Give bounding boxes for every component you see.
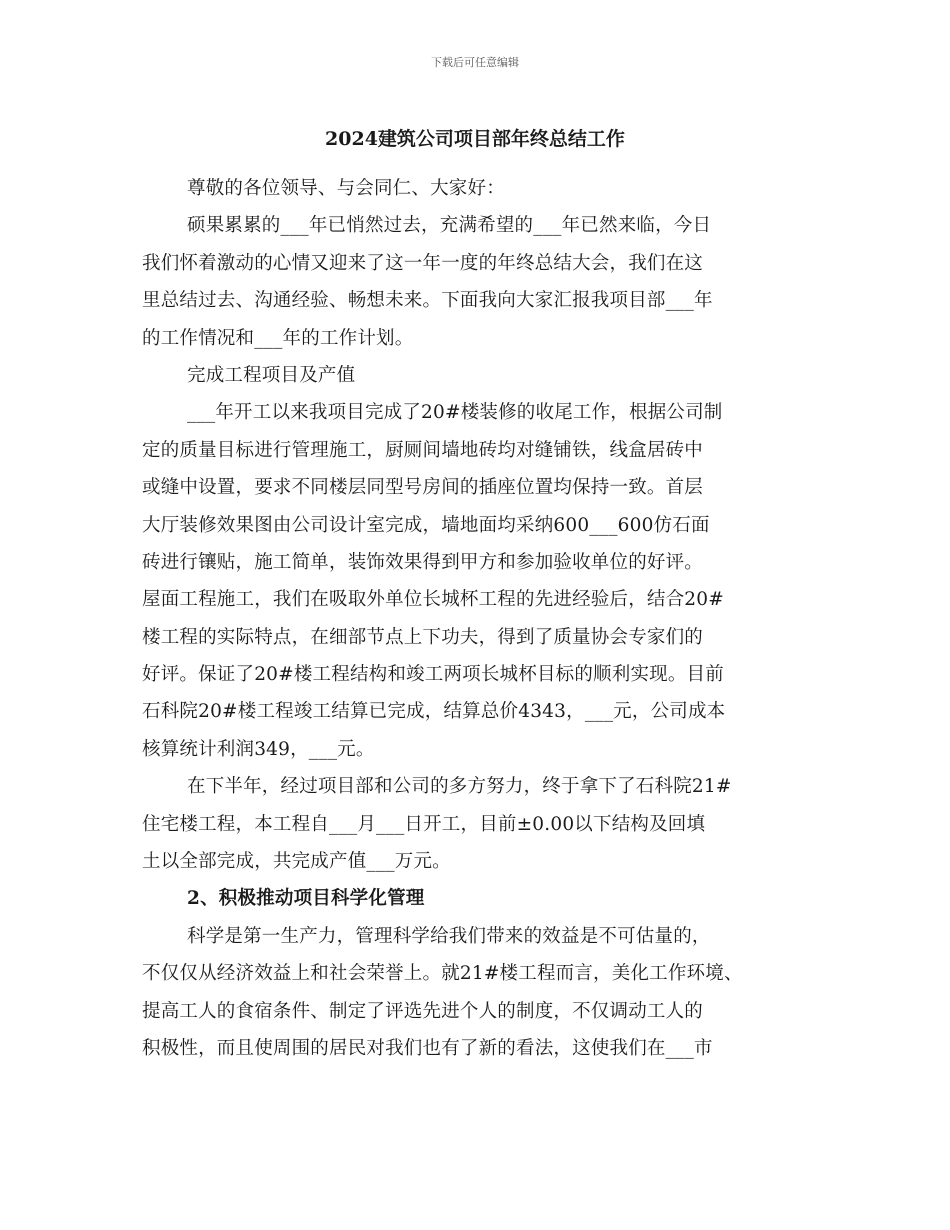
text-line: 积极性，而且使周围的居民对我们也有了新的看法，这使我们在___市: [142, 1037, 713, 1059]
text-line: 尊敬的各位领导、与会同仁、大家好：: [187, 178, 505, 199]
text-line: 核算统计利润349，___元。: [142, 738, 375, 760]
text-line: 定的质量目标进行管理施工，厨厕间墙地砖均对缝铺铁，线盒居砖中: [142, 439, 704, 461]
section-heading: 2、积极推动项目科学化管理: [187, 888, 425, 910]
header-note: 下载后可任意编辑: [431, 56, 519, 69]
text-line: 在下半年，经过项目部和公司的多方努力，终于拿下了石科院21#: [187, 776, 732, 798]
document-body: [142, 170, 810, 1067]
text-line: 的工作情况和___年的工作计划。: [142, 327, 414, 349]
text-line: 里总结过去、沟通经验、畅想未来。下面我向大家汇报我项目部___年: [142, 290, 713, 312]
text-line: 屋面工程施工，我们在吸取外单位长城杯工程的先进经验后，结合20#: [142, 589, 724, 611]
text-line: 我们怀着激动的心情又迎来了这一年一度的年终总结大会，我们在这: [142, 252, 704, 274]
text-line: 不仅仅从经济效益上和社会荣誉上。就21#楼工程而言，美化工作环境、: [142, 963, 743, 985]
text-line: 提高工人的食宿条件、制定了评选先进个人的制度，不仅调动工人的: [142, 1000, 704, 1022]
text-line: 或缝中设置，要求不同楼层同型号房间的插座位置均保持一致。首层: [142, 477, 704, 499]
text-line: 完成工程项目及产值: [187, 364, 356, 386]
text-line: 砖进行镶贴，施工简单，装饰效果得到甲方和参加验收单位的好评。: [142, 551, 704, 573]
text-line: 好评。保证了20#楼工程结构和竣工两项长城杯目标的顺利实现。目前: [142, 664, 724, 686]
text-line: 大厅装修效果图由公司设计室完成，墙地面均采纳600___600仿石面: [142, 514, 710, 536]
text-line: 土以全部完成，共完成产值___万元。: [142, 851, 451, 873]
text-line: 住宅楼工程，本工程自___月___日开工，目前±0.00以下结构及回填: [142, 813, 706, 835]
text-line: 楼工程的实际特点，在细部节点上下功夫，得到了质量协会专家们的: [142, 626, 704, 648]
text-line: 硕果累累的___年已悄然过去，充满希望的___年已然来临，今日: [187, 215, 712, 237]
document-title: 2024建筑公司项目部年终总结工作: [325, 128, 625, 150]
text-line: ___年开工以来我项目完成了20#楼装修的收尾工作，根据公司制: [187, 402, 723, 424]
text-line: 石科院20#楼工程竣工结算已完成，结算总价4343，___元，公司成本: [142, 701, 726, 723]
text-line: 科学是第一生产力，管理科学给我们带来的效益是不可估量的，: [187, 925, 711, 947]
